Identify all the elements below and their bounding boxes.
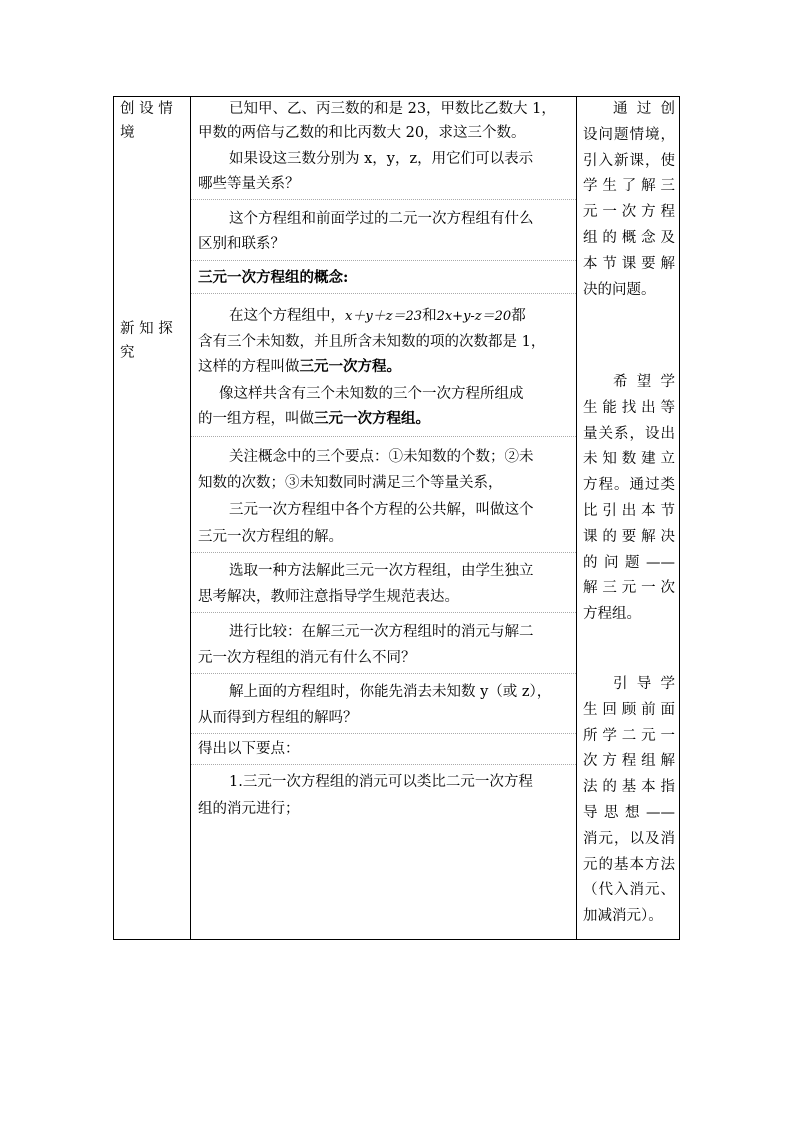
paragraph-separator [191,673,576,674]
content-line: 像这样共含有三个未知数的三个一次方程所组成 [219,386,524,402]
equation-2: 2x+y-z＝20 [436,309,512,324]
section-label-column [114,97,190,939]
content-line: 含有三个未知数，并且所含未知数的项的次数都是 1， [198,334,546,350]
content-line: 组的消元进行； [198,801,300,817]
equation-1: x＋y＋z＝23 [345,309,423,324]
content-line: 关注概念中的三个要点：①未知数的个数；②未 [229,449,534,465]
term-ternary-linear-equation: 三元一次方程。 [299,358,401,375]
content-line: 如果设这三数分别为 x，y，z，用它们可以表示 [229,151,534,167]
content-line: 区别和联系？ [198,236,285,252]
paragraph-separator [191,612,576,613]
content-line: 得出以下要点： [198,741,300,757]
paragraph-separator [191,764,576,765]
content-line: 解上面的方程组时，你能先消去未知数 y（或 z）， [229,684,552,700]
content-line: 进行比较：在解三元一次方程组时的消元与解二 [229,624,534,640]
design-note-1: 通 过 创 设问题情境， 引入新课，使 学生了解三 元一次方程 组的概念及 本节课要解 决的问题。 [583,101,675,298]
content-line: 这个方程组和前面学过的二元一次方程组有什么 [229,211,534,227]
content-line: 三元一次方程组的解。 [198,529,343,545]
concept-heading: 三元一次方程组的概念: [198,269,349,286]
lesson-plan-table [113,96,680,940]
content-line: 在这个方程组中，x＋y＋z＝23和2x+y-z＝20都 [229,308,526,324]
content-line: 1.三元一次方程组的消元可以类比二元一次方程 [229,774,533,790]
paragraph-separator [191,436,576,437]
design-note-3: 引 导 学 生回顾前面 所学二元一 次方程组解 法的基本指 导思想—— 消元，以及消 元的基本方法 （代入消元、 加减消元）。 [583,676,675,925]
paragraph-separator [191,552,576,553]
content-column [191,97,576,939]
content-line: 从而得到方程组的解吗？ [198,710,358,726]
paragraph-separator [191,733,576,734]
term-ternary-linear-system: 三元一次方程组。 [314,410,430,427]
content-line: 三元一次方程组中各个方程的公共解，叫做这个 [229,502,534,518]
paragraph-separator [191,199,576,200]
content-line: 已知甲、乙、丙三数的和是 23，甲数比乙数大 1， [229,101,556,117]
content-line: 哪些等量关系？ [198,176,300,192]
content-line: 选取一种方法解此三元一次方程组，由学生独立 [229,563,534,579]
design-intent-column [577,97,680,939]
content-line: 的一组方程，叫做三元一次方程组。 [198,410,430,427]
section-label-create-situation: 创 设 情 境 [120,101,173,141]
design-note-2: 希 望 学 生能找出等 量关系，设出 未知数建立 方程。通过类 比引出本节 课的要解决 的问题—— 解三元一次 方程组。 [583,374,675,623]
paragraph-separator [191,260,576,261]
content-line: 甲数的两倍与乙数的和比丙数大 20，求这三个数。 [198,125,526,141]
content-line: 思考解决，教师注意指导学生规范表达。 [198,589,459,605]
content-line: 这样的方程叫做三元一次方程。 [198,358,401,375]
paragraph-separator [191,293,576,294]
section-label-explore-new: 新 知 探 究 [120,321,173,361]
content-line: 知数的次数；③未知数同时满足三个等量关系， [198,475,503,491]
content-line: 元一次方程组的消元有什么不同？ [198,650,416,666]
